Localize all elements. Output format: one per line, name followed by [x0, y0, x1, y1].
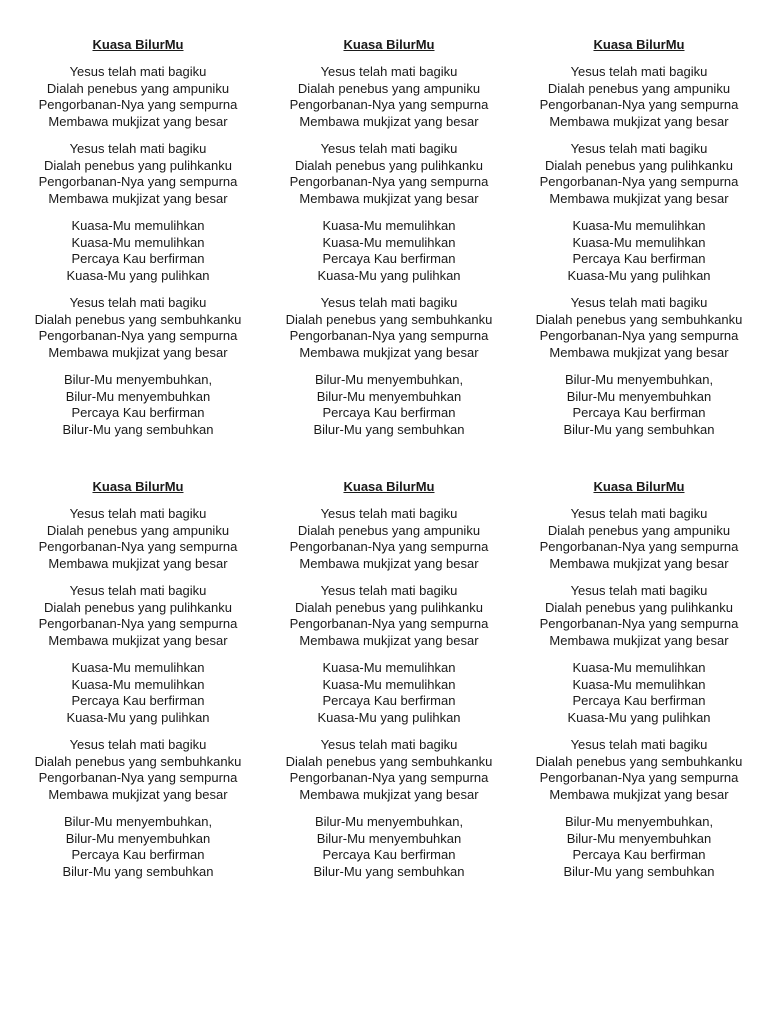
lyric-line: Kuasa-Mu yang pulihkan — [567, 267, 711, 283]
lyric-line: Pengorbanan-Nya yang sempurna — [539, 97, 739, 112]
lyric-line: Pengorbanan-Nya yang sempurna — [38, 328, 238, 343]
lyric-line: Dialah penebus yang ampuniku — [297, 522, 481, 538]
lyric-line: Yesus telah mati bagiku — [570, 64, 708, 79]
stanza — [269, 372, 509, 438]
lyric-line: Pengorbanan-Nya yang sempurna — [289, 97, 489, 112]
lyric-line: Membawa mukjizat yang besar — [299, 190, 479, 206]
stanza — [18, 141, 258, 207]
lyric-line: Bilur-Mu menyembuhkan — [316, 830, 462, 846]
lyric-line: Bilur-Mu yang sembuhkan — [313, 863, 465, 879]
stanza — [519, 372, 759, 438]
lyric-line: Yesus telah mati bagiku — [69, 64, 207, 79]
lyric-line: Bilur-Mu menyembuhkan — [566, 830, 712, 846]
lyric-line: Percaya Kau berfirman — [572, 847, 706, 862]
stanza — [269, 814, 509, 880]
lyric-line: Yesus telah mati bagiku — [570, 737, 708, 752]
lyric-line: Dialah penebus yang ampuniku — [547, 80, 731, 96]
lyric-line: Membawa mukjizat yang besar — [48, 113, 228, 129]
lyric-line: Percaya Kau berfirman — [71, 251, 205, 266]
lyric-line: Kuasa-Mu memulihkan — [71, 676, 205, 692]
lyric-line: Pengorbanan-Nya yang sempurna — [38, 770, 238, 785]
lyric-line: Pengorbanan-Nya yang sempurna — [289, 616, 489, 631]
lyric-line: Membawa mukjizat yang besar — [549, 786, 729, 802]
lyric-line: Membawa mukjizat yang besar — [299, 632, 479, 648]
lyric-line: Percaya Kau berfirman — [322, 251, 456, 266]
lyric-line: Yesus telah mati bagiku — [69, 737, 207, 752]
song-title: Kuasa BilurMu — [593, 37, 685, 52]
stanza — [18, 506, 258, 572]
lyric-card-4 — [18, 479, 258, 891]
lyric-line: Membawa mukjizat yang besar — [299, 344, 479, 360]
lyric-line: Kuasa-Mu memulihkan — [322, 234, 456, 250]
lyric-line: Pengorbanan-Nya yang sempurna — [289, 770, 489, 785]
lyric-line: Yesus telah mati bagiku — [570, 141, 708, 156]
lyric-line: Kuasa-Mu yang pulihkan — [567, 709, 711, 725]
lyric-line: Percaya Kau berfirman — [322, 693, 456, 708]
song-title: Kuasa BilurMu — [593, 479, 685, 494]
lyric-line: Dialah penebus yang pulihkanku — [44, 599, 232, 615]
lyric-line: Membawa mukjizat yang besar — [299, 555, 479, 571]
lyric-line: Pengorbanan-Nya yang sempurna — [289, 328, 489, 343]
lyric-line: Yesus telah mati bagiku — [320, 583, 458, 598]
lyric-line: Yesus telah mati bagiku — [320, 295, 458, 310]
lyric-line: Bilur-Mu yang sembuhkan — [62, 863, 214, 879]
lyric-line: Pengorbanan-Nya yang sempurna — [38, 616, 238, 631]
lyric-line: Percaya Kau berfirman — [572, 251, 706, 266]
stanza — [519, 583, 759, 649]
lyric-line: Bilur-Mu menyembuhkan, — [63, 814, 213, 829]
stanza — [269, 737, 509, 803]
stanza — [269, 141, 509, 207]
lyric-line: Membawa mukjizat yang besar — [48, 555, 228, 571]
lyric-line: Kuasa-Mu memulihkan — [71, 660, 205, 675]
lyric-line: Pengorbanan-Nya yang sempurna — [38, 539, 238, 554]
stanza — [269, 295, 509, 361]
lyric-line: Membawa mukjizat yang besar — [549, 344, 729, 360]
lyric-line: Yesus telah mati bagiku — [69, 295, 207, 310]
lyric-line: Dialah penebus yang sembuhkanku — [535, 311, 743, 327]
lyric-line: Kuasa-Mu memulihkan — [71, 218, 205, 233]
stanza — [18, 583, 258, 649]
song-title: Kuasa BilurMu — [343, 479, 435, 494]
stanza — [18, 660, 258, 726]
lyric-line: Membawa mukjizat yang besar — [48, 786, 228, 802]
song-title: Kuasa BilurMu — [92, 37, 184, 52]
lyric-line: Membawa mukjizat yang besar — [299, 113, 479, 129]
lyric-line: Yesus telah mati bagiku — [570, 506, 708, 521]
stanza — [269, 660, 509, 726]
lyric-line: Pengorbanan-Nya yang sempurna — [289, 539, 489, 554]
lyric-line: Yesus telah mati bagiku — [320, 506, 458, 521]
lyric-line: Percaya Kau berfirman — [71, 693, 205, 708]
lyric-line: Bilur-Mu menyembuhkan — [65, 830, 211, 846]
stanza — [519, 141, 759, 207]
lyric-line: Yesus telah mati bagiku — [69, 583, 207, 598]
stanza — [519, 64, 759, 130]
stanza — [519, 660, 759, 726]
lyric-line: Yesus telah mati bagiku — [320, 737, 458, 752]
stanza — [269, 506, 509, 572]
lyric-line: Bilur-Mu menyembuhkan, — [314, 814, 464, 829]
stanza — [18, 814, 258, 880]
lyric-line: Bilur-Mu yang sembuhkan — [62, 421, 214, 437]
lyric-line: Pengorbanan-Nya yang sempurna — [38, 97, 238, 112]
lyric-line: Membawa mukjizat yang besar — [48, 344, 228, 360]
lyric-line: Membawa mukjizat yang besar — [549, 632, 729, 648]
lyric-line: Bilur-Mu yang sembuhkan — [313, 421, 465, 437]
lyric-line: Yesus telah mati bagiku — [69, 141, 207, 156]
stanza — [18, 372, 258, 438]
stanza — [519, 295, 759, 361]
lyric-line: Dialah penebus yang sembuhkanku — [285, 311, 493, 327]
lyric-line: Dialah penebus yang ampuniku — [547, 522, 731, 538]
lyric-card-2 — [269, 37, 509, 449]
lyric-line: Kuasa-Mu memulihkan — [322, 660, 456, 675]
lyric-line: Bilur-Mu menyembuhkan, — [564, 814, 714, 829]
lyric-line: Dialah penebus yang pulihkanku — [44, 157, 232, 173]
lyric-line: Kuasa-Mu yang pulihkan — [66, 709, 210, 725]
lyric-line: Pengorbanan-Nya yang sempurna — [539, 616, 739, 631]
lyric-line: Yesus telah mati bagiku — [320, 141, 458, 156]
lyric-line: Bilur-Mu menyembuhkan — [316, 388, 462, 404]
lyric-line: Yesus telah mati bagiku — [570, 583, 708, 598]
lyric-card-6 — [519, 479, 759, 891]
lyric-line: Yesus telah mati bagiku — [69, 506, 207, 521]
lyric-line: Bilur-Mu menyembuhkan, — [564, 372, 714, 387]
stanza — [519, 814, 759, 880]
lyric-line: Dialah penebus yang ampuniku — [46, 80, 230, 96]
lyric-line: Pengorbanan-Nya yang sempurna — [289, 174, 489, 189]
lyric-line: Dialah penebus yang pulihkanku — [295, 157, 483, 173]
lyric-line: Kuasa-Mu memulihkan — [322, 676, 456, 692]
lyric-card-5 — [269, 479, 509, 891]
lyric-line: Dialah penebus yang sembuhkanku — [285, 753, 493, 769]
lyric-line: Kuasa-Mu memulihkan — [322, 218, 456, 233]
stanza — [269, 583, 509, 649]
lyric-line: Pengorbanan-Nya yang sempurna — [539, 770, 739, 785]
lyric-card-3 — [519, 37, 759, 449]
lyric-line: Kuasa-Mu memulihkan — [572, 234, 706, 250]
stanza — [519, 506, 759, 572]
lyric-line: Percaya Kau berfirman — [71, 405, 205, 420]
lyric-line: Dialah penebus yang sembuhkanku — [34, 753, 242, 769]
lyric-line: Membawa mukjizat yang besar — [549, 190, 729, 206]
lyric-line: Membawa mukjizat yang besar — [48, 632, 228, 648]
song-title: Kuasa BilurMu — [343, 37, 435, 52]
stanza — [18, 218, 258, 284]
lyric-card-1 — [18, 37, 258, 449]
lyric-line: Dialah penebus yang sembuhkanku — [535, 753, 743, 769]
lyric-line: Dialah penebus yang pulihkanku — [545, 599, 733, 615]
lyric-line: Kuasa-Mu memulihkan — [572, 676, 706, 692]
lyric-line: Kuasa-Mu yang pulihkan — [317, 267, 461, 283]
stanza — [519, 737, 759, 803]
lyric-line: Percaya Kau berfirman — [572, 693, 706, 708]
lyric-line: Pengorbanan-Nya yang sempurna — [539, 328, 739, 343]
lyric-line: Membawa mukjizat yang besar — [549, 555, 729, 571]
lyric-line: Bilur-Mu yang sembuhkan — [563, 863, 715, 879]
lyric-line: Membawa mukjizat yang besar — [549, 113, 729, 129]
lyric-line: Kuasa-Mu memulihkan — [71, 234, 205, 250]
lyric-line: Pengorbanan-Nya yang sempurna — [539, 174, 739, 189]
lyric-line: Bilur-Mu yang sembuhkan — [563, 421, 715, 437]
lyric-line: Membawa mukjizat yang besar — [48, 190, 228, 206]
stanza — [269, 64, 509, 130]
lyric-line: Dialah penebus yang sembuhkanku — [34, 311, 242, 327]
lyric-line: Yesus telah mati bagiku — [320, 64, 458, 79]
lyric-line: Dialah penebus yang pulihkanku — [545, 157, 733, 173]
lyric-line: Kuasa-Mu yang pulihkan — [66, 267, 210, 283]
lyric-line: Dialah penebus yang pulihkanku — [295, 599, 483, 615]
lyric-line: Bilur-Mu menyembuhkan, — [314, 372, 464, 387]
stanza — [18, 295, 258, 361]
lyric-line: Bilur-Mu menyembuhkan — [566, 388, 712, 404]
lyric-line: Kuasa-Mu memulihkan — [572, 218, 706, 233]
lyric-line: Pengorbanan-Nya yang sempurna — [539, 539, 739, 554]
lyric-line: Bilur-Mu menyembuhkan, — [63, 372, 213, 387]
lyric-line: Yesus telah mati bagiku — [570, 295, 708, 310]
song-title: Kuasa BilurMu — [92, 479, 184, 494]
stanza — [18, 64, 258, 130]
lyric-line: Percaya Kau berfirman — [322, 405, 456, 420]
lyric-line: Dialah penebus yang ampuniku — [297, 80, 481, 96]
lyric-line: Kuasa-Mu memulihkan — [572, 660, 706, 675]
lyric-line: Bilur-Mu menyembuhkan — [65, 388, 211, 404]
lyric-line: Percaya Kau berfirman — [322, 847, 456, 862]
stanza — [269, 218, 509, 284]
lyric-line: Pengorbanan-Nya yang sempurna — [38, 174, 238, 189]
lyric-line: Kuasa-Mu yang pulihkan — [317, 709, 461, 725]
stanza — [519, 218, 759, 284]
stanza — [18, 737, 258, 803]
lyric-line: Membawa mukjizat yang besar — [299, 786, 479, 802]
lyric-line: Percaya Kau berfirman — [71, 847, 205, 862]
lyric-line: Dialah penebus yang ampuniku — [46, 522, 230, 538]
lyric-line: Percaya Kau berfirman — [572, 405, 706, 420]
